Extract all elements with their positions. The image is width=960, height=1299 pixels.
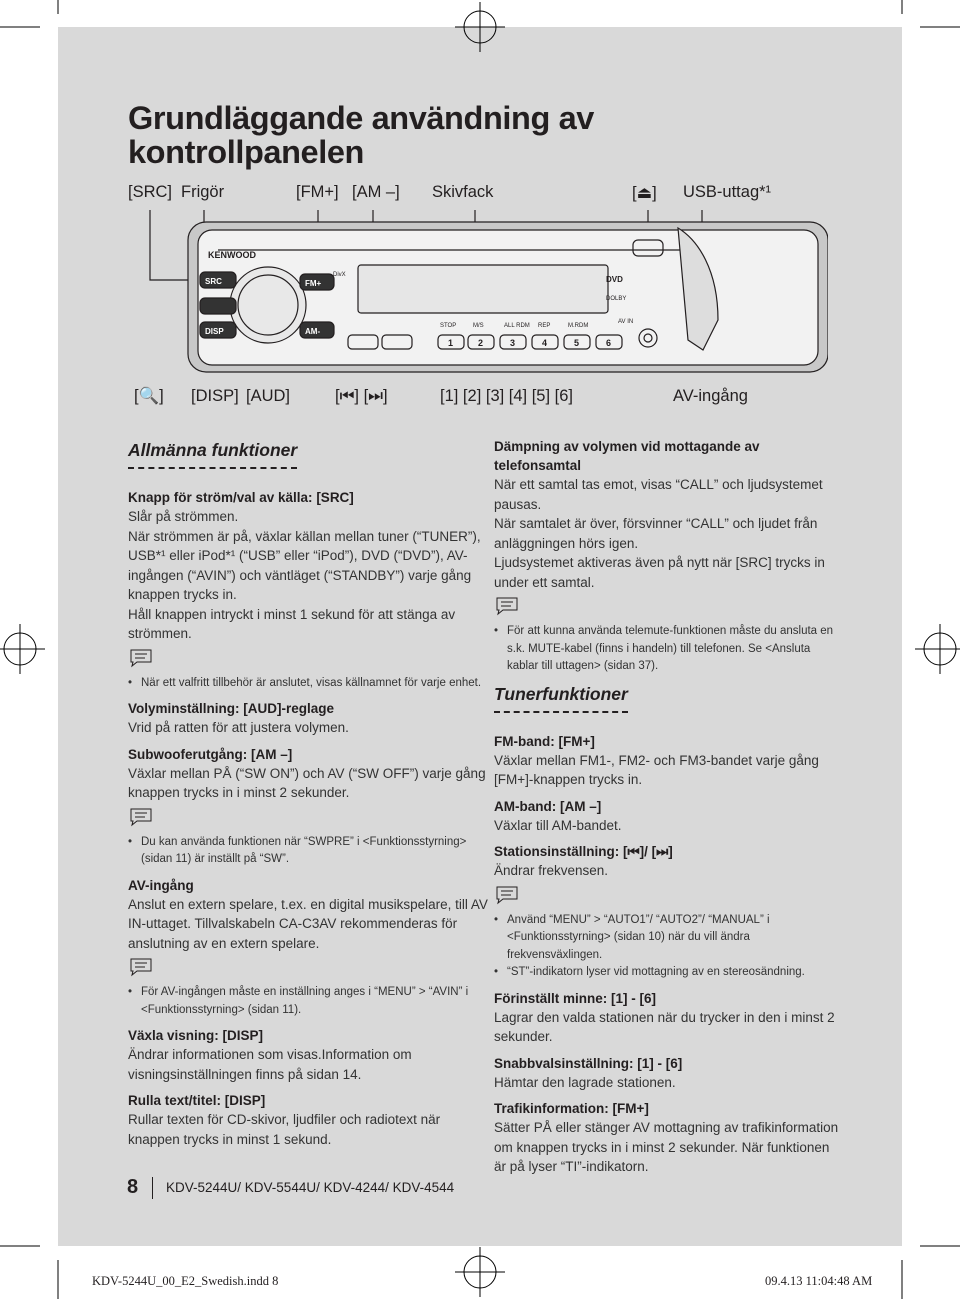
label-prev-next: [⏮] [⏭] (335, 387, 388, 405)
svg-text:5: 5 (574, 338, 580, 348)
label-presets: [1] [2] [3] [4] [5] [6] (440, 387, 573, 405)
slug-filename: KDV-5244U_00_E2_Swedish.indd 8 (92, 1274, 279, 1288)
note-icon (128, 957, 154, 977)
svg-text:FM+: FM+ (305, 279, 322, 288)
model-list: KDV-5244U/ KDV-5544U/ KDV-4244/ KDV-4544 (166, 1180, 455, 1195)
svg-text:1: 1 (448, 338, 454, 348)
note-icon (494, 596, 520, 616)
svg-text:SRC: SRC (205, 277, 222, 286)
label-aud: [AUD] (246, 387, 291, 405)
heading-subwoofer: Subwooferutgång: [AM –] (128, 746, 293, 762)
label-am: [AM –] (352, 183, 400, 201)
label-av-ingang: AV-ingång (673, 387, 748, 405)
control-panel-illustration (128, 210, 828, 390)
svg-text:REP: REP (538, 323, 551, 329)
note-icon (494, 885, 520, 905)
svg-text:3: 3 (510, 338, 516, 348)
slug-date: 09.4.13 11:04:48 AM (765, 1274, 873, 1288)
svg-text:AM-: AM- (305, 327, 321, 336)
label-frigor: Frigör (181, 183, 225, 201)
section-allmanna: Allmänna funktioner (128, 440, 297, 469)
heading-display: Växla visning: [DISP] (128, 1028, 264, 1043)
label-disp: [DISP] (191, 387, 239, 405)
svg-text:ALL RDM: ALL RDM (504, 323, 530, 329)
svg-text:2: 2 (478, 338, 484, 348)
svg-text:DISP: DISP (205, 327, 224, 336)
label-usb: USB-uttag*¹ (683, 183, 772, 201)
svg-text:M.RDM: M.RDM (568, 323, 589, 329)
svg-text:4: 4 (542, 338, 548, 348)
note-icon (128, 807, 154, 827)
svg-text:6: 6 (606, 338, 612, 348)
svg-text:DivX: DivX (333, 272, 346, 278)
svg-text:STOP: STOP (440, 323, 457, 329)
heading-phone-mute: Dämpning av volymen vid mottagande av telefonsamtal (494, 439, 760, 473)
right-column: Dämpning av volymen vid mottagande av telefonsamtal När ett samtal tas emot, visas “CALL” och ljudsystemet pausas. När samtalet är över, försvinner “CALL” och ljudet från anläggningen hörs igen. Ljudsystemet aktiveras även på nytt när [SRC] trycks in under ett samtal. • För att kunna använda telemute-funktionen måste du ansluta en s.k. MUTE-kabel (finns i handeln) till telefonen. Se <Ansluta kablar till uttagen> (sidan 37). Tunerfunktioner FM-band: [FM+] Växlar mellan FM1-, FM2- och FM3-bandet varje gång [FM+]-knappen trycks in. AM-band: [AM –] Växlar till AM-bandet. Stationsinställning: [⏮]/ [⏭] Ändrar frekvensen. • Använd “MENU” > “AUTO1”/ “AUTO2”/ “MANUAL” i <Funktionsstyrning> (sidan 10) när du vill ändra frekvensväxlingen. • “ST”-indikatorn lyser vid mottagning av en stereosändning. Förinställt minne: [1] - [6] Lagrar den valda stationen när du trycker in den i minst 2 sekunder. Snabbvalsinställning: [1] - [6] Hämtar den lagrade stationen. Trafikinformation: [FM+] Sätter PÅ eller stänger AV mottagning av trafikinformation om knappen trycks in i minst 2 sekunder. När funktionen är på lyser “TI”-indikatorn. (494, 437, 844, 1177)
svg-text:DOLBY: DOLBY (606, 296, 627, 302)
heading-am-band: AM-band: [AM –] (494, 798, 602, 814)
label-eject: [⏏] (632, 184, 657, 202)
heading-preset-memory: Förinställt minne: [1] - [6] (494, 990, 657, 1006)
heading-scroll: Rulla text/titel: [DISP] (128, 1093, 266, 1108)
heading-traffic-info: Trafikinformation: [FM+] (494, 1101, 649, 1116)
label-skivfack: Skivfack (432, 183, 494, 201)
heading-fm-band: FM-band: [FM+] (494, 733, 595, 749)
label-src: [SRC] (128, 183, 173, 201)
footer-divider (152, 1177, 153, 1199)
svg-text:AV IN: AV IN (618, 319, 634, 325)
label-search: [🔍] (134, 387, 164, 405)
page-number: 8 (127, 1176, 139, 1198)
heading-station-tuning: Stationsinställning: [⏮]/ [⏭] (494, 844, 673, 859)
svg-text:M/S: M/S (473, 323, 484, 329)
heading-av-ingang: AV-ingång (128, 877, 194, 893)
svg-text:KENWOOD: KENWOOD (208, 250, 256, 260)
label-fm: [FM+] (296, 183, 339, 201)
page-title: Grundläggande användning av kontrollpanelen (128, 100, 594, 170)
note-icon (128, 648, 154, 668)
left-column: Allmänna funktioner Knapp för ström/val av källa: [SRC] Slår på strömmen. När strömmen är på, växlar källan mellan tuner (“TUNER”), USB*¹ eller iPod*¹ (“USB” eller “iPod”), DVD (“DVD”), AV-ingången (“AVIN”) och väntläget (“STANDBY”) varje gång knappen trycks in. Håll knappen intryckt i minst 1 sekund för att stänga av strömmen. • När ett valfritt tillbehör är anslutet, visas källnamnet för varje enhet. Volyminställning: [AUD]-reglage Vrid på ratten för att justera volymen. Subwooferutgång: [AM –] Växlar mellan PÅ (“SW ON”) och AV (“SW OFF”) varje gång knappen trycks in i minst 2 sekunder. • Du kan använda funktionen när “SWPRE” i <Funktionsstyrning> (sidan 11) är inställt på “SW”. AV-ingång Anslut en extern spelare, t.ex. en digital musikspelare, till AV IN-uttaget. Tillvalskabeln CA-C3AV rekommenderas för anslutning av en extern spelare. • För AV-ingången måste en inställning anges i “MENU” > “AVIN” i <Funktionsstyrning> (sidan 11). Växla visning: [DISP] Ändrar informationen som visas.Information om visningsinställningen finns på sidan 14. Rulla text/titel: [DISP] Rullar texten för CD-skivor, ljudfiler och radiotext när knappen trycks in minst 1 sekund. (128, 440, 488, 1149)
svg-text:DVD: DVD (606, 275, 623, 284)
heading-quick-select: Snabbvalsinställning: [1] - [6] (494, 1055, 683, 1071)
section-tuner: Tunerfunktioner (494, 684, 628, 713)
heading-power: Knapp för ström/val av källa: [SRC] (128, 490, 354, 505)
heading-volume: Volyminställning: [AUD]-reglage (128, 701, 335, 716)
